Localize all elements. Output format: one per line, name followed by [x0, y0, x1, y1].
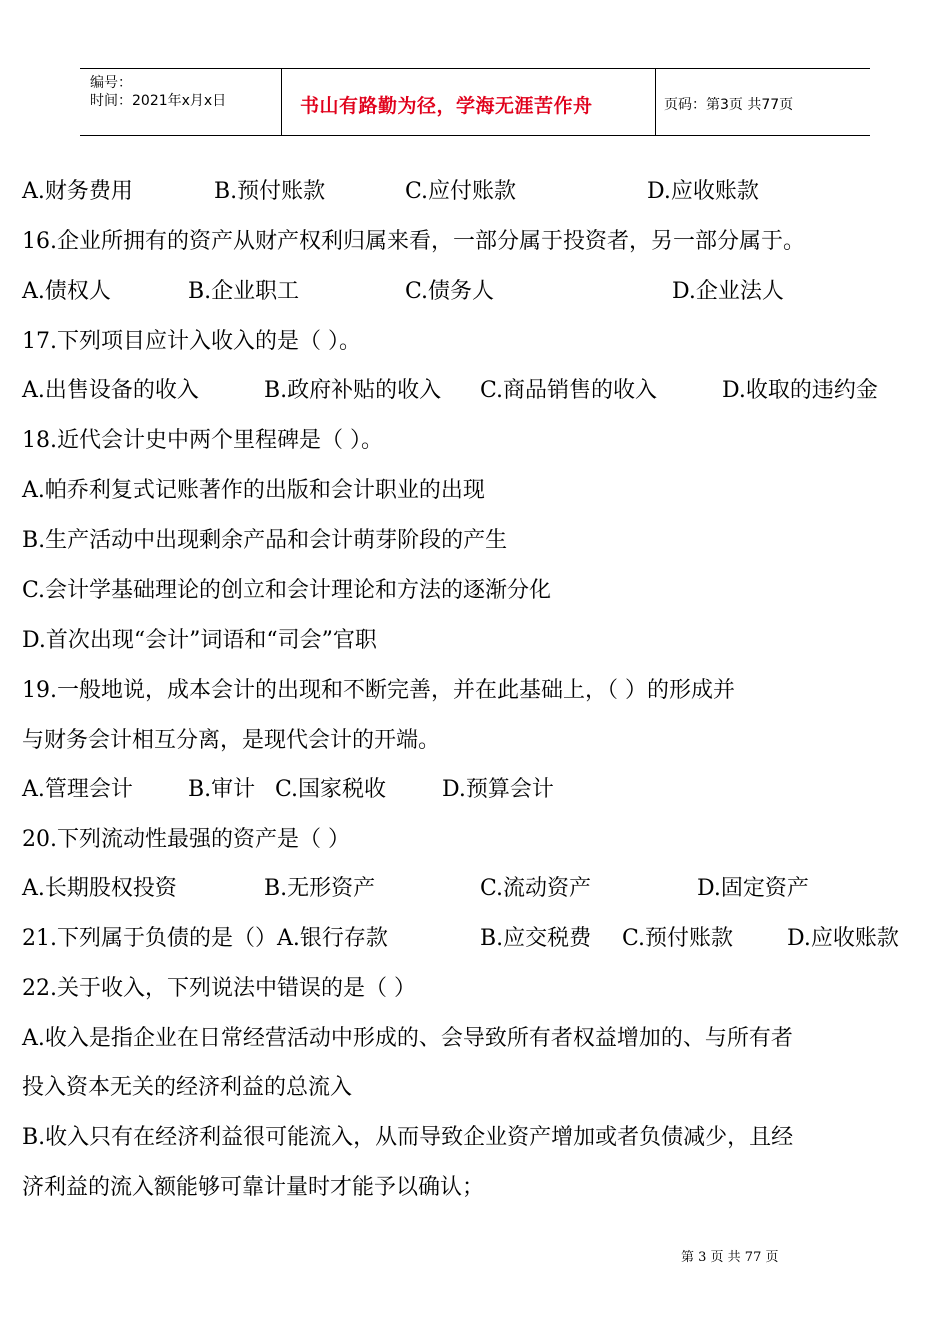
option-a: A.债权人: [22, 279, 111, 304]
page-number-footer: 第 3 页 共 77 页: [681, 1250, 779, 1265]
option-a: A.长期股权投资: [22, 876, 177, 901]
option-b: B.无形资产: [264, 876, 376, 901]
option-a-continued: 投入资本无关的经济利益的总流入: [22, 1075, 353, 1100]
option-b-continued: 济利益的流入额能够可靠计量时才能予以确认；: [22, 1175, 485, 1200]
option-d: D.首次出现“会计”词语和“司会”官职: [22, 628, 377, 653]
option-c: C.应付账款: [405, 179, 517, 204]
option-b: B.预付账款: [214, 179, 326, 204]
option-c: C.国家税收: [275, 777, 387, 802]
option-c: C.商品销售的收入: [480, 378, 658, 403]
question-19-text-continued: 与财务会计相互分离，是现代会计的开端。: [22, 728, 441, 753]
option-a: A.帕乔利复式记账著作的出版和会计职业的出现: [22, 478, 485, 503]
header-motto: 书山有路勤为径，学海无涯苦作舟: [300, 95, 593, 117]
option-c: C.会计学基础理论的创立和会计理论和方法的逐渐分化: [22, 578, 552, 603]
option-a: A.出售设备的收入: [22, 378, 199, 403]
option-a: A.管理会计: [22, 777, 133, 802]
question-20-text: 20.下列流动性最强的资产是（ ）: [22, 827, 350, 852]
option-b: B.收入只有在经济利益很可能流入，从而导致企业资产增加或者负债减少，且经: [22, 1125, 794, 1150]
option-c: C.预付账款: [622, 926, 734, 951]
option-b: B.生产活动中出现剩余产品和会计萌芽阶段的产生: [22, 528, 508, 553]
question-18-text: 18.近代会计史中两个里程碑是（ ）。: [22, 428, 383, 453]
question-17-text: 17.下列项目应计入收入的是（ ）。: [22, 329, 361, 354]
option-d: D.企业法人: [672, 279, 784, 304]
header-divider-right: [655, 68, 656, 136]
option-a: A.财务费用: [22, 179, 133, 204]
option-b: B.政府补贴的收入: [264, 378, 442, 403]
option-d: D.固定资产: [697, 876, 809, 901]
option-d: D.应收账款: [647, 179, 759, 204]
question-19-text: 19.一般地说，成本会计的出现和不断完善，并在此基础上，（ ）的形成并: [22, 678, 735, 703]
header-time-label: 时间：2021年x月x日: [90, 93, 227, 109]
option-c: C.债务人: [405, 279, 495, 304]
header-page-info: 页码：第3页 共77页: [664, 97, 794, 113]
question-22-text: 22.关于收入，下列说法中错误的是（ ）: [22, 976, 416, 1001]
question-16-text: 16.企业所拥有的资产从财产权利归属来看，一部分属于投资者，另一部分属于。: [22, 229, 805, 254]
option-b: B.应交税费: [480, 926, 592, 951]
option-c: C.流动资产: [480, 876, 592, 901]
header-divider-left: [281, 68, 282, 136]
option-b: B.企业职工: [188, 279, 300, 304]
option-a: A.收入是指企业在日常经营活动中形成的、会导致所有者权益增加的、与所有者: [22, 1026, 793, 1051]
header-number-label: 编号：: [90, 75, 132, 91]
question-21-with-option-a: 21.下列属于负债的是（）A.银行存款: [22, 926, 388, 951]
header-top-border: [80, 68, 870, 69]
option-b: B.审计: [188, 777, 256, 802]
option-d: D.应收账款: [787, 926, 899, 951]
option-d: D.预算会计: [442, 777, 554, 802]
option-d: D.收取的违约金: [722, 378, 878, 403]
header-bottom-border: [80, 135, 870, 136]
